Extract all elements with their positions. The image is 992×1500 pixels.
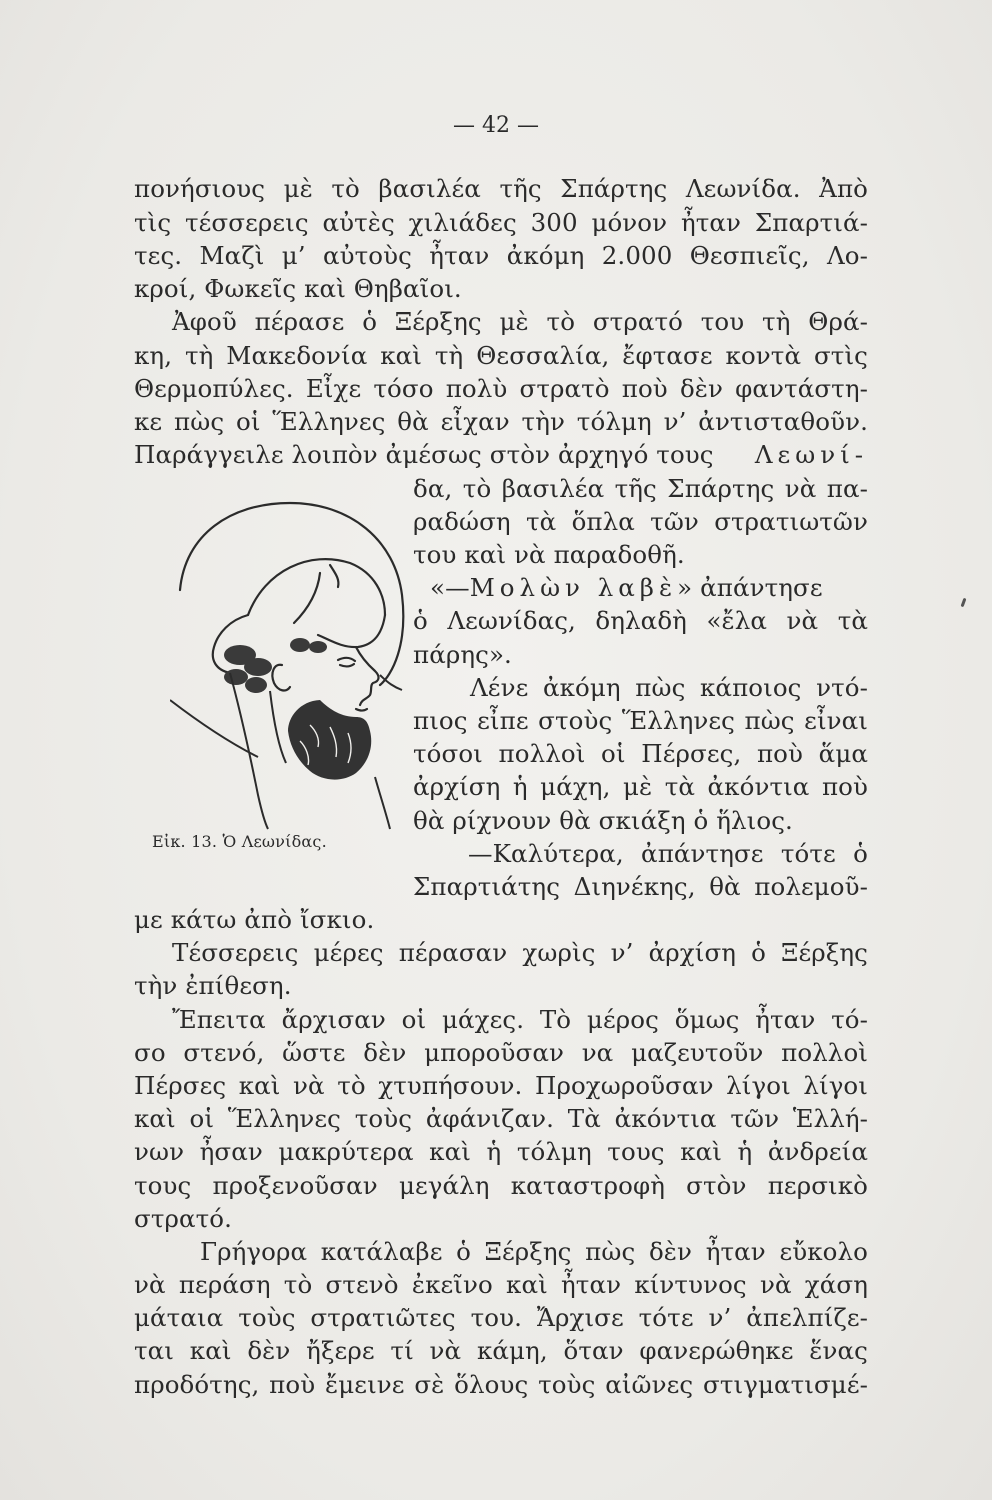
helmet-front	[318, 615, 385, 647]
text-line: —Καλύτερα, ἀπάντησε τότε ὁ	[468, 839, 868, 868]
text-line: θὰ ρίχνουν θὰ σκιάξη ὁ ἥλιος.	[413, 806, 793, 835]
text-line: Γρήγορα κατάλαβε ὁ Ξέρξης πὼς δὲν ἦταν εὔκολο	[200, 1237, 868, 1266]
text-line: Πέρσες καὶ νὰ τὸ χτυπήσουν. Προχωροῦσαν λίγοι λίγοι	[134, 1071, 868, 1100]
text-line: τὶς τέσσερεις αὐτὲς χιλιάδες 300 μόνον ἦταν Σπαρτιά-	[134, 208, 868, 237]
text-line: καὶ οἱ Ἕλληνες τοὺς ἀφάνιζαν. Τὰ ἀκόντια τῶν Ἑλλή-	[134, 1104, 868, 1133]
text-line: κροί, Φωκεῖς καὶ Θηβαῖοι.	[134, 274, 462, 303]
text-segment	[430, 573, 823, 603]
text-line: σο στενό, ὥστε δὲν μποροῦσαν να μαζευτοῦν πολλοὶ	[134, 1038, 868, 1067]
text-line	[134, 440, 868, 470]
text-line: πονήσιους μὲ τὸ βασιλέα τῆς Σπάρτης Λεωνίδα. Ἀπὸ	[134, 174, 868, 203]
paper-speck	[961, 598, 967, 607]
text-line: Ἀφοῦ πέρασε ὁ Ξέρξης μὲ τὸ στρατό του τὴ Θρά-	[172, 307, 868, 336]
text-line: νων ἦσαν μακρύτερα καὶ ἡ τόλμη τους καὶ ἡ ἀνδρεία	[134, 1137, 868, 1166]
text-line: του καὶ νὰ παραδοθῆ.	[413, 540, 685, 569]
text-line: τες. Μαζὶ μ’ αὐτοὺς ἦταν ἀκόμη 2.000 Θεσπιεῖς, Λο-	[134, 241, 868, 270]
text-line: νὰ περάση τὸ στενὸ ἐκεῖνο καὶ ἦταν κίντυνος νὰ χάση	[134, 1270, 868, 1299]
text-line: τὴν ἐπίθεση.	[134, 971, 292, 1000]
text-line: μάταια τοὺς στρατιῶτες του. Ἄρχισε τότε ν’ ἀπελπίζε-	[134, 1303, 868, 1332]
figure-caption: Εἰκ. 13. Ὁ Λεωνίδας.	[152, 832, 327, 851]
face-profile	[356, 647, 379, 705]
text-line: στρατό.	[134, 1204, 233, 1233]
beard	[288, 700, 371, 780]
text-line: κη, τὴ Μακεδονία καὶ τὴ Θεσσαλία, ἔφτασε κοντὰ στὶς	[134, 341, 868, 370]
text-line: δα, τὸ βασιλέα τῆς Σπάρτης νὰ πα-	[413, 474, 868, 503]
quote-close: » ἀπάντησε	[677, 573, 823, 602]
text-line: Σπαρτιάτης Διηνέκης, θὰ πολεμοῦ-	[413, 872, 868, 901]
page-number: — 42 —	[453, 113, 539, 138]
leonidas-illustration	[170, 495, 415, 830]
text-line: πάρης».	[413, 640, 512, 669]
text-line: Θερμοπύλες. Εἶχε τόσο πολὺ στρατὸ ποὺ δὲν φαντάστη-	[134, 374, 868, 403]
molon-labe: Μολὼν λαβὲ	[469, 573, 678, 602]
text-line: ται καὶ δὲν ἤξερε τί νὰ κάμη, ὅταν φανερώθηκε ἕνας	[134, 1336, 868, 1365]
text-line: Τέσσερεις μέρες πέρασαν χωρὶς ν’ ἀρχίση ὁ Ξέρξης	[172, 938, 868, 967]
text-line: τους προξενοῦσαν μεγάλη καταστροφὴ στὸν περσικὸ	[134, 1171, 868, 1200]
name-leonidas: Λεωνί-	[754, 440, 868, 469]
text-line: κε πὼς οἱ Ἕλληνες θὰ εἶχαν τὴν τόλμη ν’ ἀντισταθοῦν.	[134, 407, 868, 436]
text-line: με κάτω ἀπὸ ἴσκιο.	[134, 905, 375, 934]
text-line: πιος εἶπε στοὺς Ἕλληνες πὼς εἶναι	[413, 706, 868, 735]
text-line: Λένε ἀκόμη πὼς κάποιος ντό-	[470, 673, 868, 702]
text-line: τόσοι πολλοὶ οἱ Πέρσες, ποὺ ἅμα	[413, 739, 868, 768]
quote-open: «—	[430, 573, 470, 602]
text-line: ὁ Λεωνίδας, δηλαδὴ «ἔλα νὰ τὰ	[413, 606, 868, 635]
text-segment: Παράγγειλε λοιπὸν ἀμέσως στὸν ἀρχηγό τους	[134, 440, 714, 469]
text-line: ἀρχίση ἡ μάχη, μὲ τὰ ἀκόντια ποὺ	[413, 772, 868, 801]
text-line: Ἔπειτα ἄρχισαν οἱ μάχες. Τὸ μέρος ὅμως ἦταν τό-	[172, 1005, 868, 1034]
text-line	[430, 573, 868, 603]
text-line: ραδώση τὰ ὅπλα τῶν στρατιωτῶν	[413, 507, 868, 536]
text-line: προδότης, ποὺ ἔμεινε σὲ ὅλους τοὺς αἰῶνες στιγματισμέ-	[134, 1370, 868, 1399]
